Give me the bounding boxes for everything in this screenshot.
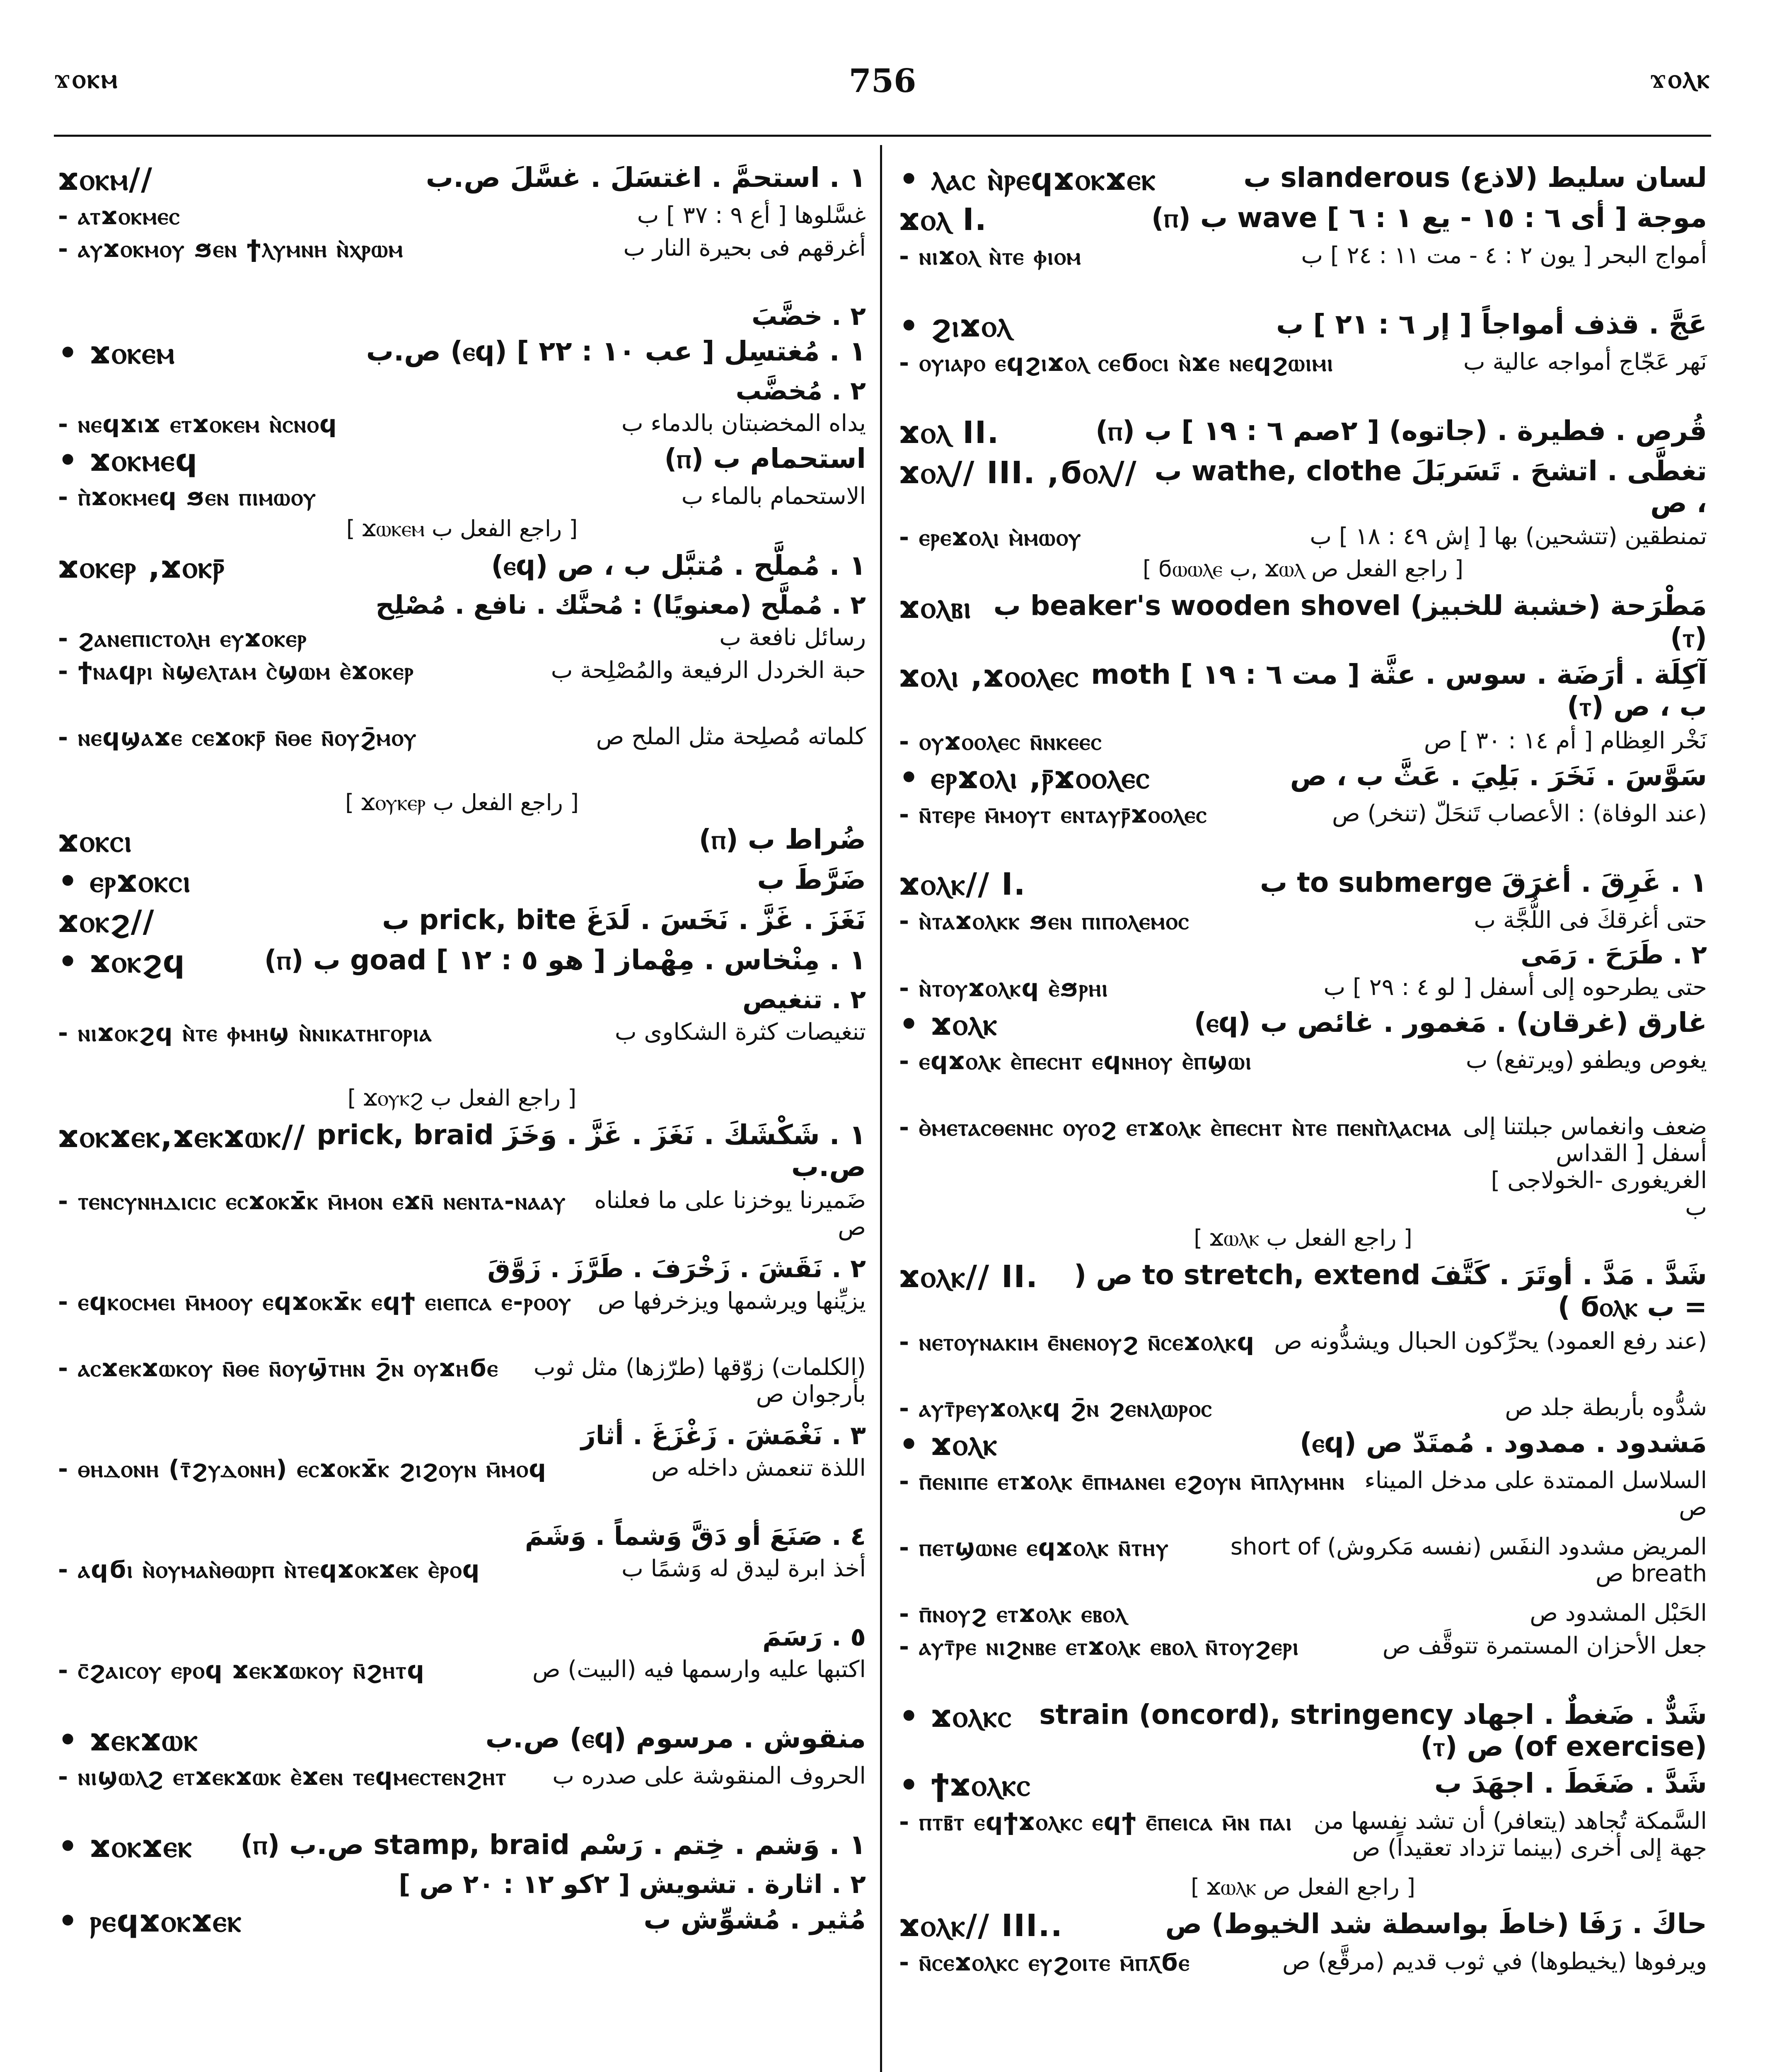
coptic-text: ϫⲟⲗ// III. ,ϭⲟⲗ// [899,455,1137,491]
arabic-text: يغوص ويطفو (ويرتفع) ب [1465,1047,1707,1074]
arabic-text: شَدَّ . مَدَّ . أوتَرَ . كَتَّفَ to stretch, extend ص ( = ب ϭⲟⲗⲕ ) [1074,1259,1707,1323]
entry-row [58,1622,866,1652]
coptic-text: - ⲁϥϭⲓ ⲛ̀ⲟⲩⲙⲁⲛ̀ⲑⲱⲣⲡ ⲛ̀ⲧⲉϥϫⲟⲕϫⲉⲕ ⲉ̀ⲣⲟϥ [58,1555,481,1583]
arabic-text: منقوش . مرسوم (ⲉϥ) ص.ب [485,1722,866,1754]
entry-row [58,1119,866,1183]
entry-row [899,1767,1707,1803]
arabic-text: السلاسل الممتدة على مدخل الميناء ص [1364,1467,1707,1521]
entry-row [58,657,866,719]
coptic-text: ϫⲟⲗⲕ// III.. [899,1908,1063,1944]
coptic-text: - ⲁⲩϫⲟⲕⲙⲟⲩ ϧⲉⲛ ϯⲗⲩⲙⲛⲏ ⲛ̀ⲭⲣⲱⲙ [58,235,404,263]
arabic-text: (عند رفع العمود) يحرِّكون الحبال ويشدُّونه ص [1274,1328,1707,1355]
coptic-text: • ϫⲟⲗⲕ [899,1007,998,1042]
coptic-text: - ⲧⲉⲛⲥⲩⲛⲏⲇⲓⲥⲓⲥ ⲉⲥϫⲟⲕϫ̄ⲕ ⲙ̄ⲙⲟⲛ ⲉϫⲛ̄ ⲛⲉⲛⲧⲁ-ⲛⲁⲁⲩ [58,1187,566,1215]
arabic-text: ويرفوها (يخيطوها) في ثوب قديم (مرقَّع) ص [1282,1948,1707,1975]
coptic-text: - ⲑⲏⲇⲟⲛⲏ (ⲧ̄ϩⲩⲇⲟⲛⲏ) ⲉⲥϫⲟⲕϫ̄ⲕ ϩⲓϩⲟⲩⲛ ⲙ̄ⲙⲟϥ [58,1455,547,1483]
entry-row [899,523,1707,552]
arabic-text: حاكَ . رَفَا (خاطَ بواسطة شد الخيوط) ص [1165,1908,1707,1940]
arabic-text: ١ . وَشم . خِتم . رَسْم stamp, braid ص.ب (ⲡ) [240,1829,866,1861]
entry-row [899,939,1707,970]
entry-row [58,335,866,371]
coptic-text: - ⲁⲩⲧ̄ⲣⲉⲩϫⲟⲗⲕϥ ϩ̄ⲛ ϩⲉⲛⲗⲱⲣⲟⲥ [899,1394,1213,1422]
arabic-text: أخذ ابرة ليدق له وَشمًا ب [621,1555,866,1582]
entry-row [899,1467,1707,1529]
coptic-text: - ⲡⲧⲃ̄ⲧ ⲉϥϯϫⲟⲗⲕⲥ ⲉϥϯ ⲉ̄ⲡⲉⲓⲥⲁ ⲙ̄ⲛ ⲡⲁⲓ [899,1808,1293,1836]
entry-row [899,349,1707,411]
entry-row [899,1908,1707,1944]
coptic-text: - ⲛⲉϥϣⲁϫⲉ ⲥⲉϫⲟⲕⲣ̄ ⲛ̄ⲑⲉ ⲛ̄ⲟⲩϩ̄ⲙⲟⲩ [58,723,417,751]
arabic-text: مَشدود . ممدود . مُمتَدّ ص (ⲉϥ) [1299,1427,1707,1459]
coptic-text: - ⲁⲥϫⲉⲕϫⲱⲕⲟⲩ ⲛ̄ⲑⲉ ⲛ̄ⲟⲩϣ̄ⲧⲏⲛ ϩ̄ⲛ ⲟⲩϫⲏϭⲉ [58,1354,499,1382]
coptic-text: • ϩⲓϫⲟⲗ [899,308,1012,344]
entry-row [58,483,866,511]
entry-row [58,984,866,1014]
coptic-text: - ϩⲁⲛⲉⲡⲓⲥⲧⲟⲗⲏ ⲉⲩϫⲟⲕⲉⲣ [58,624,307,652]
arabic-text: ٣ . نَغْمَشَ . زَغْزَغَ . أثارَ [581,1420,866,1450]
arabic-text: ضَميرنا يوخزنا على ما فعلناه ص [594,1187,866,1241]
entry-row [899,415,1707,451]
coptic-text: - ⲉϥϫⲟⲗⲕ ⲉ̀ⲡⲉⲥⲏⲧ ⲉϥⲛⲏⲟⲩ ⲉ̀ⲡϣⲱⲓ [899,1047,1252,1075]
arabic-text: مَطْرَحة (خشبة للخبيز) beaker's wooden shovel ب (ⲧ) [993,590,1707,654]
coptic-text: - ⲡ̄ⲛⲟⲩϩ ⲉⲧϫⲟⲗⲕ ⲉⲃⲟⲗ [899,1600,1127,1628]
arabic-text: ضُراط ب (ⲡ) [699,823,866,855]
arabic-text: ٢ . مُخضَّب [735,375,866,406]
arabic-text: حتى أغرقكَ فى اللُّجَّة ب [1474,907,1707,934]
arabic-text: يزيِّنها ويرشمها ويزخرفها ص [597,1288,866,1314]
coptic-text: • ϫⲟⲕⲙⲉϥ [58,443,198,478]
entry-row [58,1288,866,1350]
entry-row [899,308,1707,344]
coptic-text: ϫⲟⲕⲉⲣ ,ϫⲟⲕⲣ̄ [58,549,225,585]
coptic-text: - ⲉⲣⲉϫⲟⲗⲓ ⲙ̀ⲙⲱⲟⲩ [899,523,1082,551]
header-rule [54,135,1711,137]
entry-row [58,864,866,900]
arabic-text: (الكلمات) زوّقها (طرّزها) مثل ثوب بأرجوان ص [533,1354,866,1408]
arabic-text: كلماته مُصلِحة مثل الملح ص [596,723,866,750]
entry-row [58,235,866,297]
arabic-text: سَوَّسَ . نَخَرَ . بَلِيَ . عَثَّ ب ، ص [1290,760,1707,792]
entry-row [58,1521,866,1551]
coptic-text: - ⲡ̀ϫⲟⲕⲙⲉϥ ϧⲉⲛ ⲡⲓⲙⲱⲟⲩ [58,483,317,511]
arabic-text: ٢ . خضَّبَ [752,301,866,331]
arabic-text: ٢ . نَقَشَ . زَخْرَفَ . طَرَّزَ . زَوَّقَ [487,1253,866,1283]
coptic-text: ϫⲟⲗ II. [899,415,1000,450]
entry-row [899,1600,1707,1628]
arabic-text: شَدَّ . ضَغَطَ . اجهَدَ ب [1434,1767,1707,1799]
coptic-text: - ⲛⲉⲧⲟⲩⲛⲁⲕⲓⲙ ⲉ̄ⲛⲉⲛⲟⲩϩ ⲛ̄ⲥⲉϫⲟⲗⲕϥ [899,1328,1255,1356]
coptic-text: - ⲛⲓϣⲱⲗϩ ⲉⲧϫⲉⲕϫⲱⲕ ⲉ̀ϫⲉⲛ ⲧⲉϥⲙⲉⲥⲧⲉⲛϩⲏⲧ [58,1762,507,1791]
entry-row [58,904,866,940]
entry-row [58,1903,866,1939]
arabic-text: ٢ . اثارة . تشويش [ ٢كو ١٢ : ٢٠ ص ] [399,1869,866,1899]
entry-row [58,375,866,406]
entry-row [899,1427,1707,1463]
arabic-text: تنغيصات كثرة الشكاوى ب [614,1019,866,1046]
page-header [54,62,1711,116]
coptic-text: • ϫⲟⲕⲉⲙ [58,335,176,371]
entry-row [899,1113,1707,1221]
arabic-text: اللذة تنعمش داخله ص [651,1455,866,1481]
cross-reference-note: [ راجع الفعل ب ϫⲟⲩⲕϩ ] [347,1085,577,1111]
entry-row [58,1187,866,1249]
arabic-text: ضعف وانغماس جبلتنا إلى أسفل [ القداس الغريغورى -الخولاجى ] ب [1463,1113,1707,1221]
arabic-text: ضَرَّطَ ب [757,864,866,896]
entry-row [899,1632,1707,1694]
entry-row [899,727,1707,756]
entry-row [899,242,1707,304]
arabic-text: ٤ . صَنَعَ أو دَقَّ وَشماً . وَشَمَ [525,1521,866,1551]
entry-row [899,1699,1707,1763]
arabic-text: يداه المخضبتان بالدماء ب [621,410,866,437]
entry-row [899,974,1707,1002]
coptic-text: - ⲛⲓϫⲟⲕϩϥ ⲛ̀ⲧⲉ ⲫⲙⲏϣ ⲛ̀ⲛⲓⲕⲁⲧⲏⲅⲟⲣⲓⲁ [58,1019,433,1047]
arabic-text: شدُّوه بأربطة جلد ص [1505,1394,1707,1421]
entry-row [899,455,1707,519]
arabic-text: الحروف المنقوشة على صدره ب [552,1762,866,1789]
page-number: 756 [849,62,916,100]
entry-row [58,624,866,653]
arabic-text: رسائل نافعة ب [719,624,866,651]
coptic-text: - ⲛ̄ⲧⲉⲣⲉ ⲙ̄ⲙⲟⲩⲧ ⲉⲛⲧⲁⲩⲣ̄ϫⲟⲟⲗⲉⲥ [899,800,1208,828]
arabic-text: آكِلَة . أرَضَة . سوس . عثَّة [ مت ٦ : ١٩ ] moth ب ، ص (ⲧ) [1091,658,1707,722]
entry-row [899,590,1707,654]
entry-row [58,410,866,438]
entry-row [899,1259,1707,1324]
coptic-text: - ⲛⲉϥϫⲓϫ ⲉⲧϫⲟⲕⲉⲙ ⲛ̀ⲥⲛⲟϥ [58,410,338,438]
entry-row [58,723,866,785]
coptic-text: • ⲣⲉϥϫⲟⲕϫⲉⲕ [58,1903,242,1939]
coptic-text: ϫⲟⲕⲥⲓ [58,823,133,859]
entry-row [58,1829,866,1865]
entry-row [899,1533,1707,1595]
entry-row [899,907,1707,935]
arabic-text: جعل الأحزان المستمرة تتوقَّف ص [1382,1632,1707,1659]
entry-row [58,1354,866,1416]
coptic-text: • ϫⲟⲗⲕⲥ [899,1699,1012,1734]
entry-row [58,590,866,620]
arabic-text: لسان سليط (لاذع) slanderous ب [1243,162,1707,194]
arabic-text: ١ . غَرِقَ . أغرَقَ to submerge ب [1260,867,1707,898]
coptic-text: ϫⲟⲕϫⲉⲕ,ϫⲉⲕϫⲱⲕ// [58,1119,306,1155]
entry-row [899,162,1707,198]
cross-reference-note: [ راجع الفعل ب ϫⲱⲕⲉⲙ ] [346,516,578,542]
cross-reference-note: [ راجع الفعل ص ϫⲱⲗⲕ ] [1191,1874,1415,1900]
entry-row [899,760,1707,796]
entry-row [899,658,1707,723]
arabic-text: ٥ . رَسَمَ [762,1622,866,1652]
arabic-text: نَخْر العِظام [ أم ١٤ : ٣٠ ] ص [1424,727,1707,754]
coptic-text: - ⲉϥⲕⲟⲥⲙⲉⲓ ⲙ̄ⲙⲟⲟⲩ ⲉϥϫⲟⲕϫ̄ⲕ ⲉϥϯ ⲉⲓⲉⲡⲥⲁ ⲉ-ⲣⲟⲟⲩ [58,1288,572,1316]
arabic-text: أمواج البحر [ يون ٢ : ٤ - مت ١١ : ٢٤ ] ب [1301,242,1707,269]
coptic-text: ϫⲟⲗⲓ ,ϫⲟⲟⲗⲉⲥ [899,658,1079,694]
coptic-text: • ϫⲟⲕϩϥ [58,944,186,980]
coptic-text: ϫⲟⲗⲃⲓ [899,590,972,625]
cross-reference-note: [ راجع الفعل ص ϫⲱⲗ ,ب ϭⲱⲱⲗⲉ ] [1143,556,1463,582]
arabic-text: نَهر عَجّاج أمواجه عالية ب [1463,349,1707,375]
header-left-guide-word: ϫⲟⲕⲙ [54,62,119,94]
coptic-text: - ϯⲛⲁϥⲣⲓ ⲛ̀ϣⲉⲗⲧⲁⲙ ⲥ̀ϣⲱⲙ ⲉ̀ϫⲟⲕⲉⲣ [58,657,414,685]
coptic-text: • ⲉⲣϫⲟⲗⲓ ,ⲣ̄ϫⲟⲟⲗⲉⲥ [899,760,1151,796]
coptic-text: - ⲛ̄ⲥⲉϫⲟⲗⲕⲥ ⲉⲩϩⲟⲓⲧⲉ ⲙ̄ⲡⲗ̄ϭⲉ [899,1948,1190,1976]
arabic-text: غسَّلوها [ أع ٩ : ٣٧ ] ب [637,202,866,229]
entry-row [58,1555,866,1617]
coptic-text: - ⲟⲩϫⲟⲟⲗⲉⲥ ⲛ̄ⲛⲕⲉⲉⲥ [899,727,1103,755]
entry-row [58,1019,866,1081]
right-column [899,162,1707,2072]
arabic-text: ١ . شَكْشَكَ . نَغَزَ . غَزَّ . وَخَزَ prick, braid ص.ب [317,1119,866,1183]
entry-row [899,1948,1707,2010]
entry-row [58,549,866,586]
coptic-text: • ϫⲟⲗⲕ [899,1427,998,1462]
coptic-text: • ϯϫⲟⲗⲕⲥ [899,1767,1031,1803]
coptic-text: - ⲁⲧϫⲟⲕⲙⲉⲥ [58,202,181,230]
coptic-text: - ⲁⲩⲧ̄ⲣⲉ ⲛⲓϩⲛⲃⲉ ⲉⲧϫⲟⲗⲕ ⲉⲃⲟⲗ ⲛ̄ⲧⲟⲩϩⲉⲣⲓ [899,1632,1299,1661]
entry-row [58,944,866,980]
coptic-text: - ⲡ̄ⲉⲛⲓⲡⲉ ⲉⲧϫⲟⲗⲕ ⲉ̄ⲡⲙⲁⲛⲉⲓ ⲉϩⲟⲩⲛ ⲙ̄ⲡⲗⲩⲙⲏⲛ [899,1467,1345,1495]
left-column [58,162,866,2072]
cross-reference-note: [ راجع الفعل ب ϫⲟⲩⲕⲉⲣ ] [345,789,579,816]
coptic-text: ϫⲟⲗ I. [899,202,987,237]
entry-row [58,443,866,479]
column-divider [880,145,882,2072]
entry-row [899,800,1707,862]
entry-row [58,1656,866,1718]
arabic-text: ٢ . طَرَحَ . رَمَى [1521,939,1707,970]
arabic-text: تمنطقين (تتشحين) بها [ إش ٤٩ : ١٨ ] ب [1310,523,1707,550]
coptic-text: ϫⲟⲕⲙ// [58,162,153,197]
entry-row [58,301,866,331]
arabic-text: ٢ . مُملَّح (معنويًا) : مُحنَّك . نافع . مُصْلِح [375,590,866,620]
entry-row [58,823,866,859]
coptic-text: • ⲗⲁⲥ ⲛ̀ⲣⲉϥϫⲟⲕϫⲉⲕ [899,162,1156,197]
coptic-text: - ⲥ̄ϩⲁⲓⲥⲟⲩ ⲉⲣⲟϥ ϫⲉⲕϫⲱⲕⲟⲩ ⲛ̄ϩⲏⲧϥ [58,1656,425,1684]
arabic-text: السَّمكة تُجاهد (يتعافر) أن تشد نفسها من جهة إلى أخرى (بينما تزداد تعقيداً) ص [1313,1808,1707,1861]
entry-row [899,1808,1707,1870]
entry-row [899,1328,1707,1390]
arabic-text: حبة الخردل الرفيعة والمُصْلِحة ب [551,657,866,684]
coptic-text: • ϫⲉⲕϫⲱⲕ [58,1722,198,1758]
header-right-guide-word: ϫⲟⲗⲕ [1649,62,1711,94]
cross-reference-note: [ راجع الفعل ب ϫⲱⲗⲕ ] [1194,1225,1412,1251]
entry-row [58,202,866,230]
arabic-text: غارق (غرقان) . مَغمور . غائص ب (ⲉϥ) [1194,1007,1707,1038]
arabic-text: اكتبها عليه وارسمها فيه (البيت) ص [532,1656,866,1683]
arabic-text: (عند الوفاة) : الأعصاب تَنحَلّ (تنخر) ص [1332,800,1707,827]
entry-row [58,1869,866,1899]
coptic-text: ϫⲟⲗⲕ// I. [899,867,1026,902]
entry-row [58,162,866,198]
coptic-text: - ⲟⲩⲓⲁⲣⲟ ⲉϥϩⲓϫⲟⲗ ⲥⲉϭⲟⲥⲓ ⲛ̀ϫⲉ ⲛⲉϥϩⲱⲓⲙⲓ [899,349,1334,377]
arabic-text: ١ . مِنْخاس . مِهْماز [ هو ٥ : ١٢ ] goad ب (ⲡ) [264,944,866,976]
arabic-text: شَدٌّ . ضَغطٌ . اجهاد strain (oncord), stringency (of exercise) ص (ⲧ) [1039,1699,1707,1762]
arabic-text: ١ . استحمَّ . اغتسَلَ . غسَّلَ ص.ب [426,162,866,194]
coptic-text: • ⲉⲣϫⲟⲕⲥⲓ [58,864,191,899]
arabic-text: موجة [ أى ٦ : ١٥ - يع ١ : ٦ ] wave ب (ⲡ) [1151,202,1707,234]
arabic-text: الحَبْل المشدود ص [1530,1600,1707,1627]
entry-row [58,1455,866,1517]
coptic-text: - ⲛⲓϫⲟⲗ ⲛ̀ⲧⲉ ⲫⲓⲟⲙ [899,242,1082,270]
entry-row [899,202,1707,238]
arabic-text: عَجَّ . قذف أمواجاً [ إر ٦ : ٢١ ] ب [1276,308,1707,340]
arabic-text: ١ . مُملَّح . مُتبَّل ب ، ص (ⲉϥ) [491,549,866,581]
coptic-text: - ⲛ̀ⲧⲟⲩϫⲟⲗⲕϥ ⲉ̀ϧⲣⲏⲓ [899,974,1109,1002]
entry-row [899,1007,1707,1043]
arabic-text: ١ . مُغتسِل [ عب ١٠ : ٢٢ ] (ⲉϥ) ص.ب [366,335,866,367]
entry-row [899,867,1707,903]
arabic-text: ٢ . تنغيص [742,984,866,1014]
entry-row [58,1722,866,1758]
arabic-text: قُرص . فطيرة . (جاتوه) [ ٢صم ٦ : ١٩ ] ب (ⲡ) [1095,415,1707,447]
coptic-text: • ϫⲟⲕϫⲉⲕ [58,1829,193,1864]
arabic-text: نَغَزَ . غَزَّ . نَخَسَ . لَدَغَ prick, bite ب [382,904,866,936]
coptic-text: - ⲛ̀ⲧⲁϫⲟⲗⲕⲕ ϧⲉⲛ ⲡⲓⲡⲟⲗⲉⲙⲟⲥ [899,907,1190,935]
arabic-text: تغطَّى . اتشحَ . تَسَربَلَ wathe, clothe ب ، ص [1154,455,1707,519]
entry-row [58,1762,866,1825]
arabic-text: الاستحمام بالماء ب [681,483,866,510]
coptic-text: ϫⲟⲗⲕ// II. [899,1259,1039,1295]
arabic-text: حتى يطرحوه إلى أسفل [ لو ٤ : ٢٩ ] ب [1323,974,1707,1001]
entry-row [58,1420,866,1450]
entry-row [58,1253,866,1283]
coptic-text: ϫⲟⲕϩ// [58,904,155,939]
arabic-text: مُثير . مُشوِّش ب [643,1903,866,1935]
entry-row [899,1047,1707,1109]
coptic-text: - ⲑ̀ⲙⲉⲧⲁⲥⲑⲉⲛⲏⲥ ⲟⲩⲟϩ ⲉⲧϫⲟⲗⲕ ⲉ̀ⲡⲉⲥⲏⲧ ⲛ̀ⲧⲉ ⲡⲉⲛⲡ̀ⲗⲁⲥⲙⲁ [899,1113,1452,1141]
entry-row [899,1394,1707,1423]
arabic-text: المريض مشدود النفَس (نفسه مَكروش) short of breath ص [1230,1533,1707,1587]
arabic-text: استحمام ب (ⲡ) [664,443,866,474]
arabic-text: أغرقهم فى بحيرة النار ب [623,235,866,261]
coptic-text: - ⲡⲉⲧϣⲱⲛⲉ ⲉϥϫⲟⲗⲕ ⲛ̄ⲧⲏⲩ [899,1533,1169,1561]
